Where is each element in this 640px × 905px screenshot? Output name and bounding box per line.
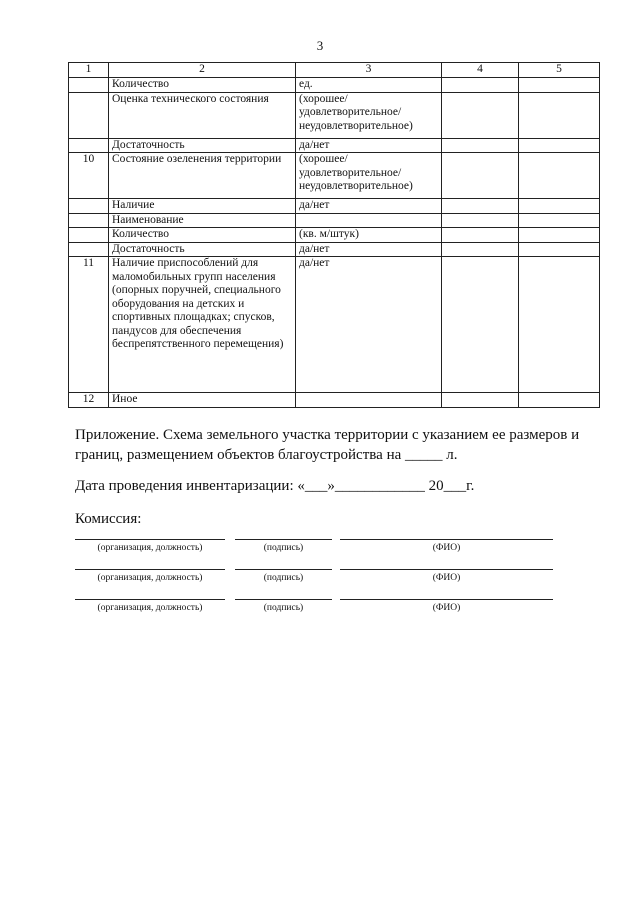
row-unit: да/нет [296, 199, 442, 214]
row-value-5 [519, 257, 600, 393]
row-name: Наименование [109, 213, 296, 228]
sign-caption: (подпись) [263, 573, 304, 583]
row-name: Наличие [109, 199, 296, 214]
signature-field-fio [340, 539, 553, 558]
row-value-4 [442, 242, 519, 257]
row-name: Наличие приспособлений для маломобильных групп населения (опорных поручней, специального оборудования на детских и спортивных площадках; спусков, пандусов для обеспечения беспрепятственного перемещения) [109, 257, 296, 393]
row-number [69, 92, 109, 138]
row-name: Достаточность [109, 138, 296, 153]
row-value-5 [519, 393, 600, 408]
row-value-5 [519, 228, 600, 243]
fio-caption: (ФИО) [432, 573, 461, 583]
signature-field-org [75, 599, 225, 618]
row-value-4 [442, 393, 519, 408]
row-name: Оценка технического состояния [109, 92, 296, 138]
signature-row [75, 569, 555, 591]
row-value-5 [519, 78, 600, 93]
row-value-4 [442, 138, 519, 153]
row-unit: ед. [296, 78, 442, 93]
page-number: 3 [316, 38, 324, 53]
org-caption: (организация, должность) [97, 573, 203, 583]
table-row [69, 199, 600, 214]
fio-caption: (ФИО) [432, 603, 461, 613]
row-unit: (хорошее/ удовлетворительное/ неудовлетворительное) [296, 92, 442, 138]
row-name: Состояние озеленения территории [109, 153, 296, 199]
org-caption: (организация, должность) [97, 603, 203, 613]
signature-field-org [75, 539, 225, 558]
table-row [69, 78, 600, 93]
row-value-4 [442, 213, 519, 228]
row-unit: (кв. м/штук) [296, 228, 442, 243]
signature-row [75, 599, 555, 621]
row-unit: да/нет [296, 138, 442, 153]
row-value-4 [442, 153, 519, 199]
table-row [69, 242, 600, 257]
row-value-5 [519, 153, 600, 199]
inventory-table [68, 62, 600, 408]
header-cell: 3 [296, 63, 442, 78]
row-unit [296, 213, 442, 228]
header-cell: 2 [109, 63, 296, 78]
row-value-4 [442, 199, 519, 214]
table-row [69, 257, 600, 393]
row-unit: да/нет [296, 257, 442, 393]
header-cell: 4 [442, 63, 519, 78]
header-cell: 5 [519, 63, 600, 78]
table-row [69, 228, 600, 243]
row-value-5 [519, 92, 600, 138]
table-row [69, 393, 600, 408]
signature-field-fio [340, 569, 553, 588]
table-row [69, 213, 600, 228]
row-value-5 [519, 138, 600, 153]
signature-field-sign [235, 599, 332, 618]
row-number [69, 228, 109, 243]
sign-caption: (подпись) [263, 603, 304, 613]
signature-field-fio [340, 599, 553, 618]
row-value-4 [442, 78, 519, 93]
row-number [69, 138, 109, 153]
row-number: 12 [69, 393, 109, 408]
row-value-4 [442, 257, 519, 393]
signature-field-sign [235, 569, 332, 588]
row-value-4 [442, 92, 519, 138]
row-value-5 [519, 242, 600, 257]
row-name: Иное [109, 393, 296, 408]
signature-field-org [75, 569, 225, 588]
row-number: 10 [69, 153, 109, 199]
row-number [69, 199, 109, 214]
table-row [69, 138, 600, 153]
sign-caption: (подпись) [263, 543, 304, 553]
row-name: Достаточность [109, 242, 296, 257]
row-unit [296, 393, 442, 408]
row-number [69, 242, 109, 257]
table-row [69, 153, 600, 199]
row-number: 11 [69, 257, 109, 393]
row-number [69, 78, 109, 93]
signature-row [75, 539, 555, 561]
row-number [69, 213, 109, 228]
row-value-5 [519, 213, 600, 228]
header-cell: 1 [69, 63, 109, 78]
row-name: Количество [109, 78, 296, 93]
fio-caption: (ФИО) [432, 543, 461, 553]
row-value-5 [519, 199, 600, 214]
inventory-date-line: Дата проведения инвентаризации: «___»____________ 20___г. [75, 478, 475, 494]
row-unit: (хорошее/ удовлетворительное/ неудовлетворительное) [296, 153, 442, 199]
row-name: Количество [109, 228, 296, 243]
org-caption: (организация, должность) [97, 543, 203, 553]
signature-field-sign [235, 539, 332, 558]
row-value-4 [442, 228, 519, 243]
row-unit: да/нет [296, 242, 442, 257]
table-row [69, 92, 600, 138]
table-header-row [69, 63, 600, 78]
annex-text: Приложение. Схема земельного участка территории с указанием ее размеров и границ, размещением объектов благоустройства на _____ л. [75, 427, 580, 463]
commission-label: Комиссия: [75, 511, 142, 527]
